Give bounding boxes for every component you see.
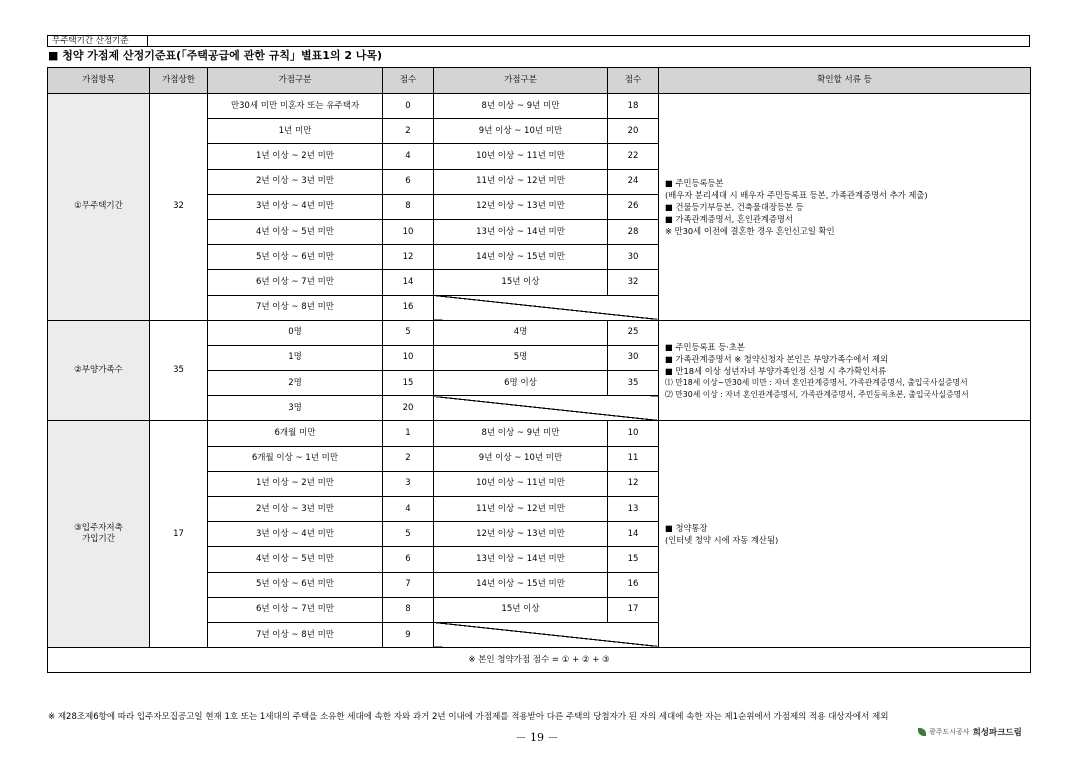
category-cell: 3년 이상 ~ 4년 미만 xyxy=(208,194,383,219)
section-label-box xyxy=(47,35,1030,47)
document-line: (인터넷 청약 시에 자동 계산됨) xyxy=(665,535,779,546)
category-cell: 13년 이상 ~ 14년 미만 xyxy=(434,219,608,244)
documents-cell xyxy=(659,421,1031,648)
header-score-2: 점수 xyxy=(608,68,659,94)
category-cell: 1년 이상 ~ 2년 미만 xyxy=(208,144,383,169)
score-cell: 10 xyxy=(608,421,659,446)
category-cell: 5명 xyxy=(434,345,608,370)
header-score-1: 점수 xyxy=(383,68,434,94)
category-cell: 6명 이상 xyxy=(434,371,608,396)
header-item: 가점항목 xyxy=(48,68,150,94)
score-cell: 28 xyxy=(608,219,659,244)
category-cell: 14년 이상 ~ 15년 미만 xyxy=(434,245,608,270)
category-cell: 6개월 미만 xyxy=(208,421,383,446)
category-cell: 1년 미만 xyxy=(208,119,383,144)
section-label: 무주택기간 산정기준 xyxy=(48,36,148,46)
header-documents: 확인할 서류 등 xyxy=(659,68,1031,94)
score-cell: 10 xyxy=(383,345,434,370)
score-cell: 5 xyxy=(383,522,434,547)
score-item: ①무주택기간 xyxy=(48,94,150,321)
category-cell: 13년 이상 ~ 14년 미만 xyxy=(434,547,608,572)
document-line: ■ 만18세 이상 성년자녀 부양가족인정 신청 시 추가확인서류 xyxy=(665,365,887,376)
score-cell: 3 xyxy=(383,471,434,496)
category-cell: 9년 이상 ~ 10년 미만 xyxy=(434,446,608,471)
page-heading: ■ 청약 가점제 산정기준표(「주택공급에 관한 규칙」별표1의 2 나목) xyxy=(48,49,383,62)
document-line: ⑵ 만30세 이상 : 자녀 혼인관계증명서, 가족관계증명서, 주민등록초본, 출입국사실증명서 xyxy=(665,389,969,399)
category-cell: 12년 이상 ~ 13년 미만 xyxy=(434,194,608,219)
score-cell: 17 xyxy=(608,597,659,622)
score-cell: 30 xyxy=(608,345,659,370)
category-cell: 6년 이상 ~ 7년 미만 xyxy=(208,270,383,295)
score-item: ②부양가족수 xyxy=(48,320,150,421)
total-row xyxy=(48,648,1031,673)
score-cell: 5 xyxy=(383,320,434,345)
total-formula: ※ 본인 청약가점 점수 = ① + ② + ③ xyxy=(48,648,1031,673)
score-cell: 9 xyxy=(383,622,434,647)
score-cell: 14 xyxy=(608,522,659,547)
category-cell: 12년 이상 ~ 13년 미만 xyxy=(434,522,608,547)
score-cell: 22 xyxy=(608,144,659,169)
document-line: ■ 주민등록표 등·초본 xyxy=(665,341,745,352)
score-cell: 26 xyxy=(608,194,659,219)
empty-diagonal-cell xyxy=(434,622,659,647)
score-cell: 14 xyxy=(383,270,434,295)
score-cell: 16 xyxy=(383,295,434,320)
category-cell: 5년 이상 ~ 6년 미만 xyxy=(208,245,383,270)
category-cell: 10년 이상 ~ 11년 미만 xyxy=(434,471,608,496)
document-line: ■ 건물등기부등본, 건축물대장등본 등 xyxy=(665,201,804,212)
score-cell: 24 xyxy=(608,169,659,194)
category-cell: 11년 이상 ~ 12년 미만 xyxy=(434,497,608,522)
score-cell: 20 xyxy=(383,396,434,421)
score-cell: 8 xyxy=(383,597,434,622)
score-cell: 12 xyxy=(608,471,659,496)
score-cell: 35 xyxy=(608,371,659,396)
document-line: (배우자 분리세대 시 배우자 주민등록표 등본, 가족관계증명서 추가 제출) xyxy=(665,189,928,200)
category-cell: 11년 이상 ~ 12년 미만 xyxy=(434,169,608,194)
document-line: ■ 가족관계증명서 ※ 청약신청자 본인은 부양가족수에서 제외 xyxy=(665,353,888,364)
header-category-2: 가점구분 xyxy=(434,68,608,94)
score-max: 32 xyxy=(150,94,208,321)
leaf-logo-icon xyxy=(918,728,926,736)
score-cell: 25 xyxy=(608,320,659,345)
score-criteria-table xyxy=(47,67,1031,673)
score-cell: 18 xyxy=(608,94,659,119)
table-row xyxy=(48,421,1031,446)
document-line: ⑴ 만18세 이상~만30세 미만 : 자녀 혼인관계증명서, 가족관계증명서, 출입국사실증명서 xyxy=(665,377,968,387)
documents-cell xyxy=(659,320,1031,421)
footnote: ※ 제28조제6항에 따라 입주자모집공고일 현재 1호 또는 1세대의 주택을 소유한 세대에 속한 자와 과거 2년 이내에 가점제를 적용받아 다른 주택의 당첨자가 된 자의 세대에 속한 자는 제1순위에서 가점제의 적용 대상자에서 제외 xyxy=(48,712,889,722)
empty-diagonal-cell xyxy=(434,396,659,421)
score-cell: 6 xyxy=(383,169,434,194)
category-cell: 7년 이상 ~ 8년 미만 xyxy=(208,295,383,320)
score-max: 35 xyxy=(150,320,208,421)
score-cell: 12 xyxy=(383,245,434,270)
header-max: 가점상한 xyxy=(150,68,208,94)
document-line: ※ 만30세 이전에 결혼한 경우 혼인신고일 확인 xyxy=(665,225,835,236)
category-cell: 10년 이상 ~ 11년 미만 xyxy=(434,144,608,169)
category-cell: 4년 이상 ~ 5년 미만 xyxy=(208,547,383,572)
document-line: ■ 청약통장 xyxy=(665,523,708,534)
category-cell: 3년 이상 ~ 4년 미만 xyxy=(208,522,383,547)
page-number: － 19 － xyxy=(515,731,559,744)
score-cell: 30 xyxy=(608,245,659,270)
category-cell: 7년 이상 ~ 8년 미만 xyxy=(208,622,383,647)
score-cell: 11 xyxy=(608,446,659,471)
score-max: 17 xyxy=(150,421,208,648)
score-cell: 32 xyxy=(608,270,659,295)
score-cell: 10 xyxy=(383,219,434,244)
header-category-1: 가점구분 xyxy=(208,68,383,94)
score-cell: 4 xyxy=(383,144,434,169)
category-cell: 2년 이상 ~ 3년 미만 xyxy=(208,497,383,522)
table-row xyxy=(48,94,1031,119)
score-cell: 1 xyxy=(383,421,434,446)
score-item: ③입주자저축 가입기간 xyxy=(48,421,150,648)
category-cell: 4명 xyxy=(434,320,608,345)
category-cell: 8년 이상 ~ 9년 미만 xyxy=(434,94,608,119)
table-header-row xyxy=(48,68,1031,94)
score-cell: 4 xyxy=(383,497,434,522)
score-cell: 16 xyxy=(608,572,659,597)
category-cell: 2년 이상 ~ 3년 미만 xyxy=(208,169,383,194)
score-cell: 13 xyxy=(608,497,659,522)
document-line: ■ 가족관계증명서, 혼인관계증명서 xyxy=(665,213,793,224)
category-cell: 14년 이상 ~ 15년 미만 xyxy=(434,572,608,597)
score-cell: 8 xyxy=(383,194,434,219)
category-cell: 만30세 미만 미혼자 또는 유주택자 xyxy=(208,94,383,119)
category-cell: 4년 이상 ~ 5년 미만 xyxy=(208,219,383,244)
document-line: ■ 주민등록등본 xyxy=(665,177,724,188)
category-cell: 5년 이상 ~ 6년 미만 xyxy=(208,572,383,597)
category-cell: 15년 이상 xyxy=(434,270,608,295)
category-cell: 0명 xyxy=(208,320,383,345)
score-cell: 2 xyxy=(383,119,434,144)
table-row xyxy=(48,320,1031,345)
score-cell: 7 xyxy=(383,572,434,597)
logo-brand: 희성파크드림 xyxy=(972,728,1022,738)
score-cell: 15 xyxy=(608,547,659,572)
category-cell: 6년 이상 ~ 7년 미만 xyxy=(208,597,383,622)
category-cell: 8년 이상 ~ 9년 미만 xyxy=(434,421,608,446)
score-cell: 6 xyxy=(383,547,434,572)
category-cell: 1명 xyxy=(208,345,383,370)
category-cell: 3명 xyxy=(208,396,383,421)
category-cell: 6개월 이상 ~ 1년 미만 xyxy=(208,446,383,471)
score-cell: 2 xyxy=(383,446,434,471)
category-cell: 15년 이상 xyxy=(434,597,608,622)
category-cell: 9년 이상 ~ 10년 미만 xyxy=(434,119,608,144)
score-cell: 0 xyxy=(383,94,434,119)
category-cell: 2명 xyxy=(208,371,383,396)
empty-diagonal-cell xyxy=(434,295,659,320)
documents-cell xyxy=(659,94,1031,321)
category-cell: 1년 이상 ~ 2년 미만 xyxy=(208,471,383,496)
score-cell: 20 xyxy=(608,119,659,144)
footer-logo xyxy=(918,726,1022,738)
score-cell: 15 xyxy=(383,371,434,396)
logo-agency: 광주도시공사 xyxy=(929,728,970,736)
